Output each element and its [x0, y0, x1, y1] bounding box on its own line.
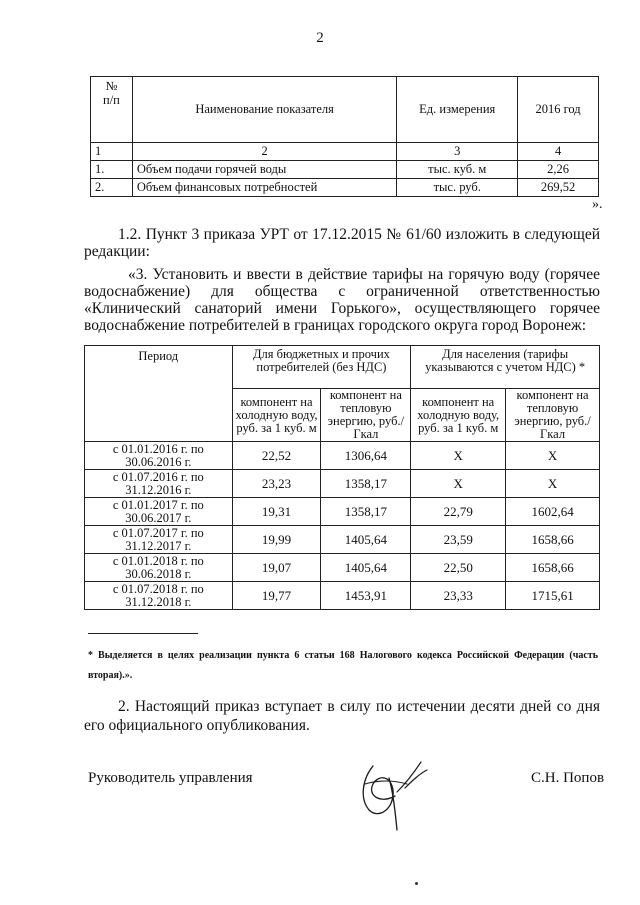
period-cell [85, 554, 233, 582]
table-cell: Объем подачи горячей воды [132, 161, 396, 179]
subheader-cold-water: компонент на холодную воду, руб. за 1 куб. м [411, 389, 506, 442]
table-cell: Х [506, 442, 600, 470]
table-cell: Х [411, 470, 506, 498]
table-cell: 2. [91, 179, 133, 197]
period-cell [85, 582, 233, 610]
period-end: 31.12.2017 г. [125, 538, 192, 553]
table-cell: 22,79 [411, 498, 506, 526]
table-cell: 19,99 [232, 526, 321, 554]
table-cell: Х [506, 470, 600, 498]
table-cell: Х [411, 442, 506, 470]
table-cell: 19,07 [232, 554, 321, 582]
table-cell: 19,77 [232, 582, 321, 610]
page-number: 2 [316, 30, 324, 46]
period-cell [85, 526, 233, 554]
period-end: 30.06.2016 г. [125, 454, 192, 469]
period-end: 31.12.2016 г. [125, 482, 192, 497]
table-cell: 1453,91 [321, 582, 411, 610]
table-row [85, 582, 600, 610]
signatory-title: Руководитель управления [88, 770, 253, 786]
table-cell: 1715,61 [506, 582, 600, 610]
table-cell: 1. [91, 161, 133, 179]
header-population: Для населения (тарифы указываются с учетом НДС) * [411, 346, 600, 389]
table-cell: 1405,64 [321, 554, 411, 582]
header-period: Период [85, 346, 233, 442]
table-cell: 1358,17 [321, 470, 411, 498]
table-cell: тыс. куб. м [397, 161, 518, 179]
table-cell: 23,33 [411, 582, 506, 610]
subheader-cold-water: компонент на холодную воду, руб. за 1 куб. м [232, 389, 321, 442]
table-cell: 3 [397, 143, 518, 161]
table-cell: 1 [91, 143, 133, 161]
signatory-name: С.Н. Попов [531, 770, 605, 786]
table-group-header-row [85, 346, 600, 389]
header-year: 2016 год [518, 77, 599, 143]
table-row [91, 179, 599, 197]
period-cell [85, 470, 233, 498]
period-start: с 01.01.2018 г. по [112, 553, 204, 568]
table-row [85, 526, 600, 554]
period-start: с 01.07.2018 г. по [112, 581, 204, 596]
table-cell: 19,31 [232, 498, 321, 526]
subheader-heat-energy: компонент на тепловую энергию, руб./Гкал [321, 389, 411, 442]
paragraph-3: «3. Установить и ввести в действие тарифы на горячую воду (горячее водоснабжение) для общества с ограниченной ответственностью «Клинический санаторий имени Горького», осуществляющего горячее водоснабжение потребителей в границах городского округа город Воронеж: [84, 266, 600, 334]
period-end: 30.06.2018 г. [125, 566, 192, 581]
period-start: с 01.07.2016 г. по [112, 469, 204, 484]
table-cell: 22,50 [411, 554, 506, 582]
footnote-divider [88, 633, 198, 634]
handwritten-signature [345, 744, 435, 834]
table-cell: 2 [132, 143, 396, 161]
period-end: 30.06.2017 г. [125, 510, 192, 525]
period-cell [85, 442, 233, 470]
table-cell: 2,26 [518, 161, 599, 179]
table-cell: Объем финансовых потребностей [132, 179, 396, 197]
table-cell: 1306,64 [321, 442, 411, 470]
table-cell: тыс. руб. [397, 179, 518, 197]
period-start: с 01.01.2017 г. по [112, 497, 204, 512]
paragraph-1-2: 1.2. Пункт 3 приказа УРТ от 17.12.2015 № 61/60 изложить в следующей редакции: [84, 226, 600, 260]
table-cell: 23,59 [411, 526, 506, 554]
subheader-heat-energy: компонент на тепловую энергию, руб./Гкал [506, 389, 600, 442]
table-cell: 1405,64 [321, 526, 411, 554]
table-row [85, 470, 600, 498]
table-cell: 1658,66 [506, 526, 600, 554]
tariffs-table [84, 345, 600, 610]
table-cell: 4 [518, 143, 599, 161]
table-row [85, 554, 600, 582]
header-number: № п/п [91, 77, 133, 143]
table-cell: 1602,64 [506, 498, 600, 526]
table-header-row [91, 77, 599, 143]
closing-quote: ». [592, 197, 603, 212]
period-end: 31.12.2018 г. [125, 594, 192, 609]
header-budget-consumers: Для бюджетных и прочих потребителей (без НДС) [232, 346, 411, 389]
table-cell: 1658,66 [506, 554, 600, 582]
footnote: * Выделяется в целях реализации пункта 6 статьи 168 Налогового кодекса Российской Федерации (часть вторая).». [88, 650, 598, 681]
table-row [85, 498, 600, 526]
period-start: с 01.07.2017 г. по [112, 525, 204, 540]
header-indicator-name: Наименование показателя [132, 77, 396, 143]
table-row [91, 161, 599, 179]
paragraph-2: 2. Настоящий приказ вступает в силу по истечении десяти дней со дня его официального опубликования. [84, 698, 600, 734]
period-start: с 01.01.2016 г. по [112, 441, 204, 456]
header-unit: Ед. измерения [397, 77, 518, 143]
numbering-row [91, 143, 599, 161]
table-cell: 22,52 [232, 442, 321, 470]
table-row [85, 442, 600, 470]
table-cell: 23,23 [232, 470, 321, 498]
table-cell: 1358,17 [321, 498, 411, 526]
table-cell: 269,52 [518, 179, 599, 197]
indicators-table [90, 76, 599, 197]
page-mark [415, 882, 418, 885]
period-cell [85, 498, 233, 526]
